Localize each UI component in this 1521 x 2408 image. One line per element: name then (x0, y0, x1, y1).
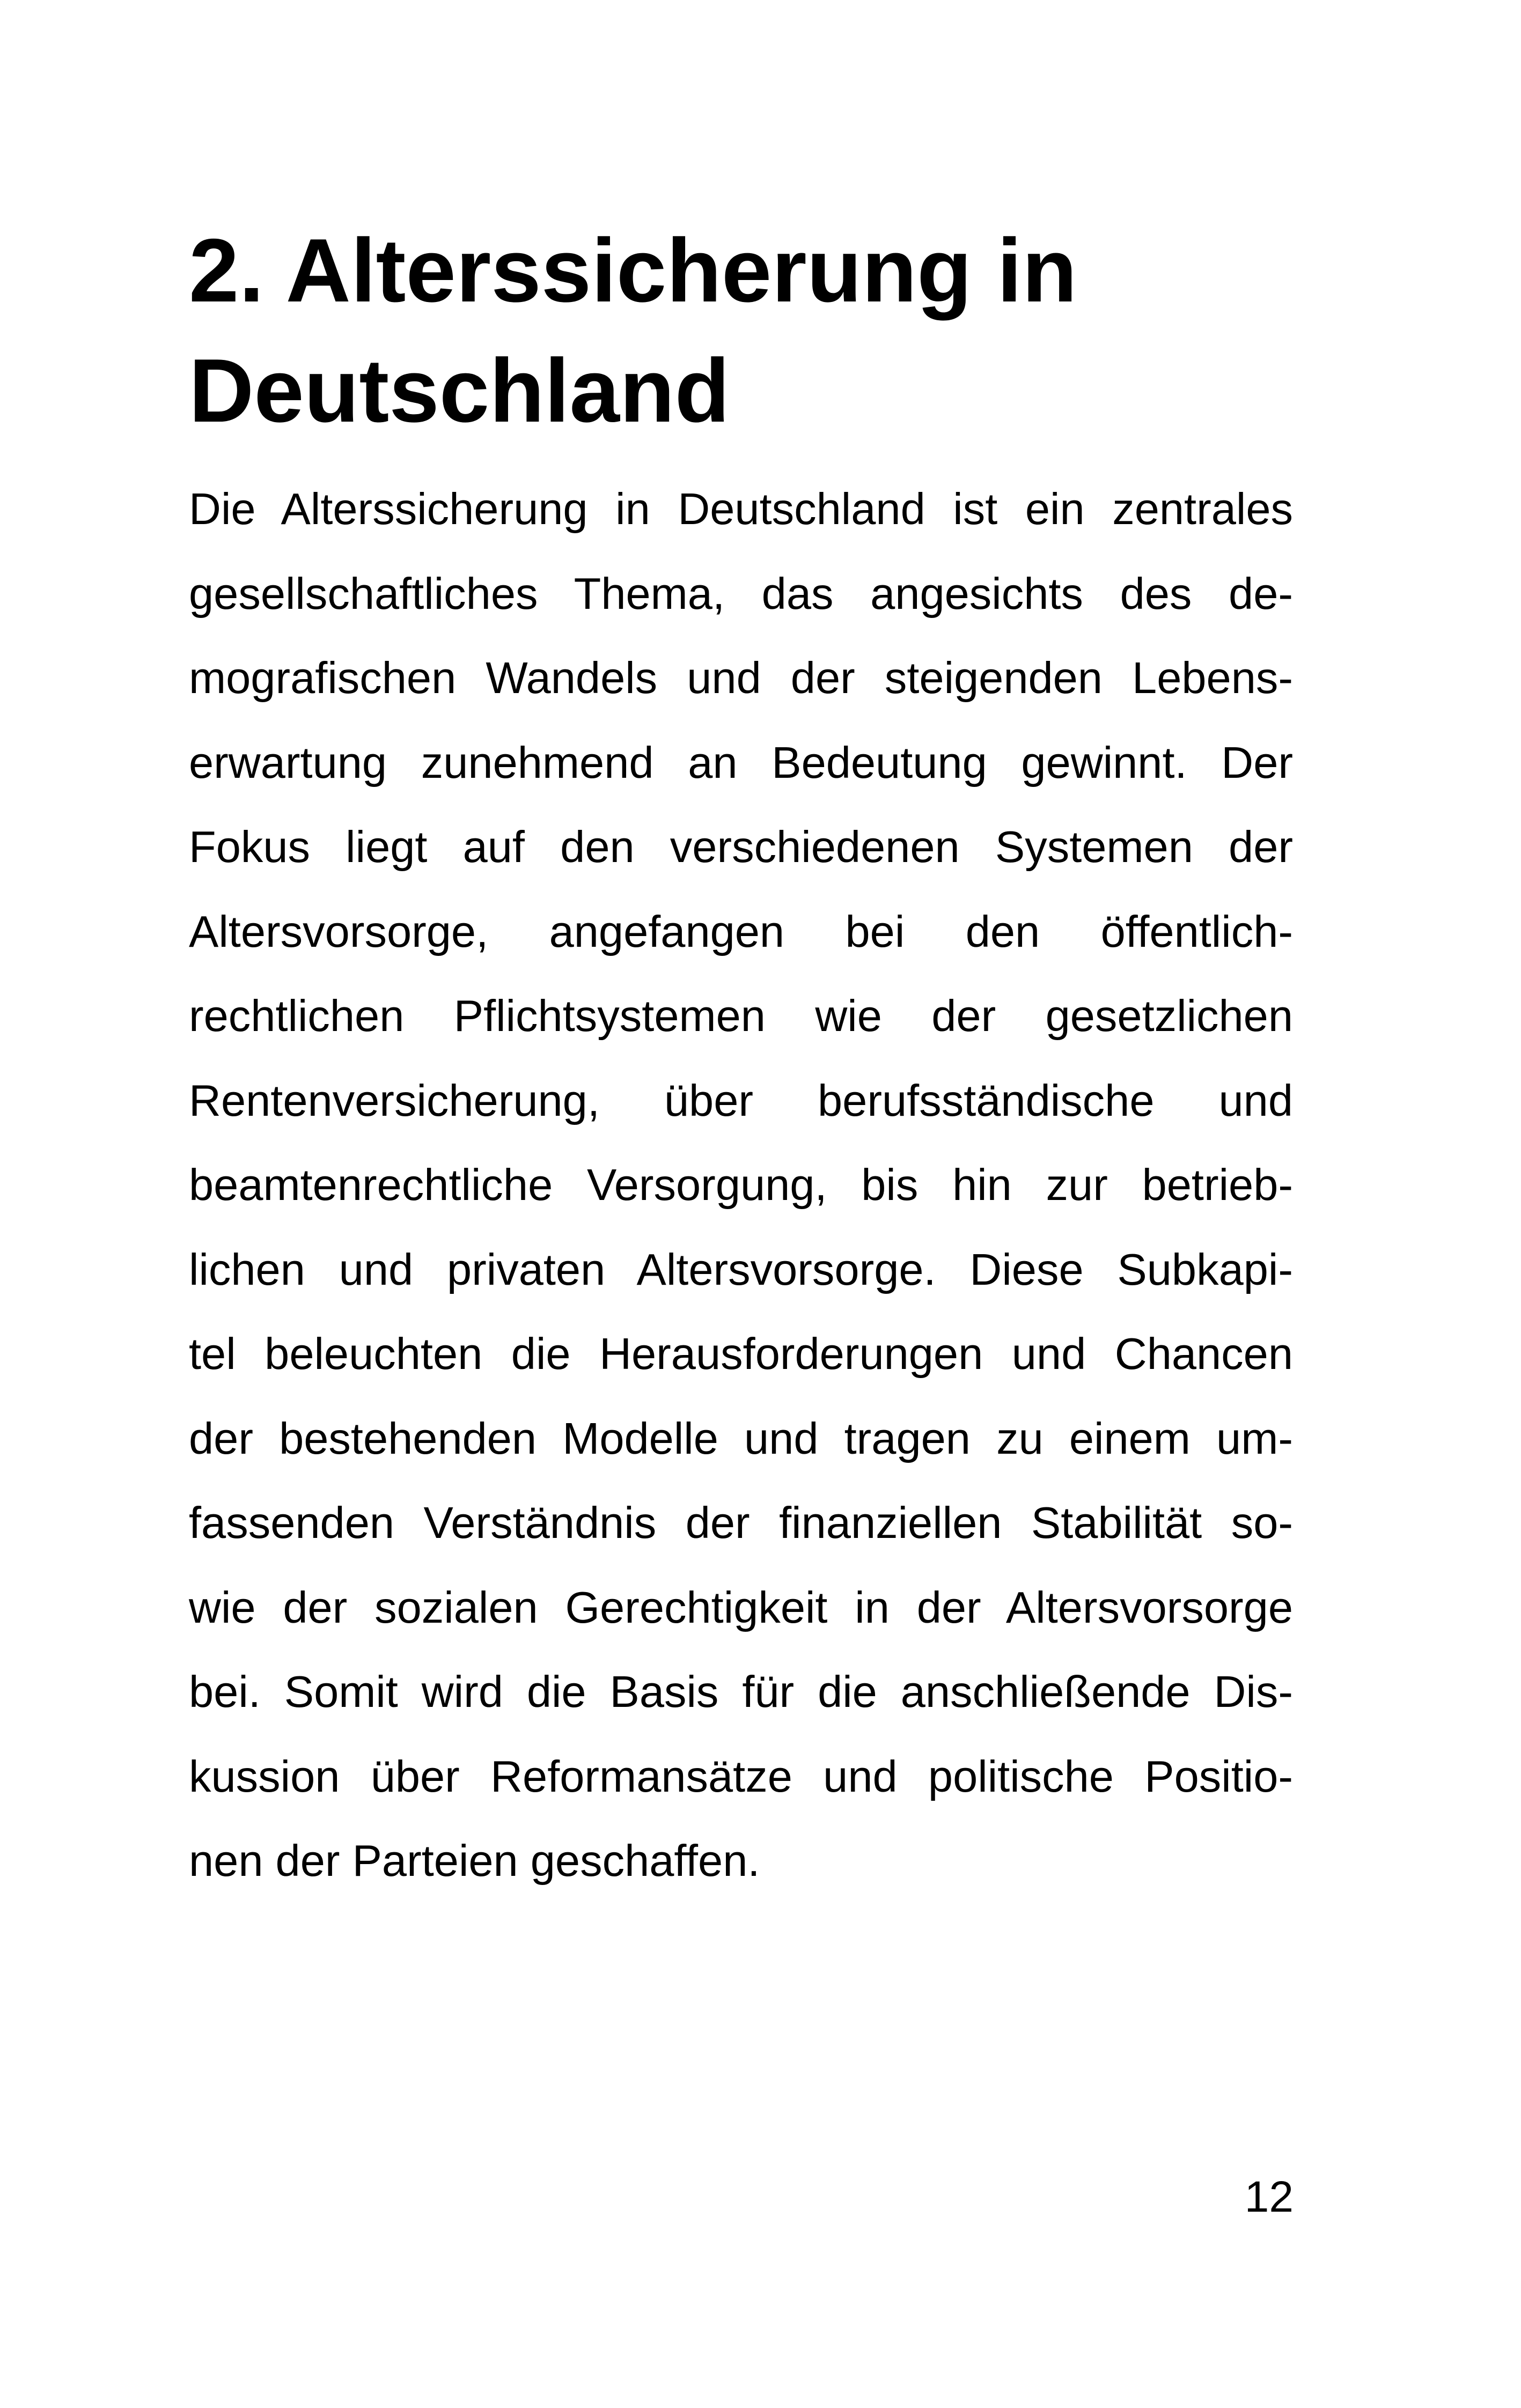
paragraph-line: bei. Somit wird die Basis für die anschließende Dis- (189, 1667, 1293, 1717)
page-number: 12 (1244, 2173, 1294, 2221)
paragraph-line: wie der sozialen Gerechtigkeit in der Altersvorsorge (189, 1582, 1293, 1632)
paragraph-line: der bestehenden Modelle und tragen zu einem um- (189, 1413, 1293, 1463)
paragraph-line: Fokus liegt auf den verschiedenen Systemen der (189, 822, 1293, 872)
paragraph-line: kussion über Reformansätze und politische Positio- (189, 1751, 1293, 1801)
paragraph-line: Rentenversicherung, über berufsständische und (189, 1075, 1293, 1125)
paragraph-line: gesellschaftliches Thema, das angesichts des de- (189, 568, 1293, 618)
paragraph-line: fassenden Verständnis der finanziellen Stabilität so- (189, 1498, 1293, 1548)
paragraph-line: Die Alterssicherung in Deutschland ist ein zentrales (189, 484, 1293, 534)
paragraph-line: mografischen Wandels und der steigenden Lebens- (189, 653, 1293, 703)
paragraph-line: Altersvorsorge, angefangen bei den öffentlich- (189, 906, 1293, 956)
chapter-title-line: Deutschland (189, 340, 730, 441)
body-paragraph (189, 467, 1293, 1903)
paragraph-line: tel beleuchten die Herausforderungen und Chancen (189, 1329, 1293, 1379)
chapter-title (189, 210, 1326, 451)
chapter-title-line: 2. Alterssicherung in (189, 220, 1077, 321)
paragraph-line: nen der Parteien geschaffen. (189, 1836, 760, 1886)
paragraph-line: rechtlichen Pflichtsystemen wie der gesetzlichen (189, 991, 1293, 1041)
paragraph-line: beamtenrechtliche Versorgung, bis hin zur betrieb- (189, 1160, 1293, 1210)
paragraph-line: erwartung zunehmend an Bedeutung gewinnt. Der (189, 737, 1293, 787)
paragraph-line: lichen und privaten Altersvorsorge. Diese Subkapi- (189, 1244, 1293, 1294)
